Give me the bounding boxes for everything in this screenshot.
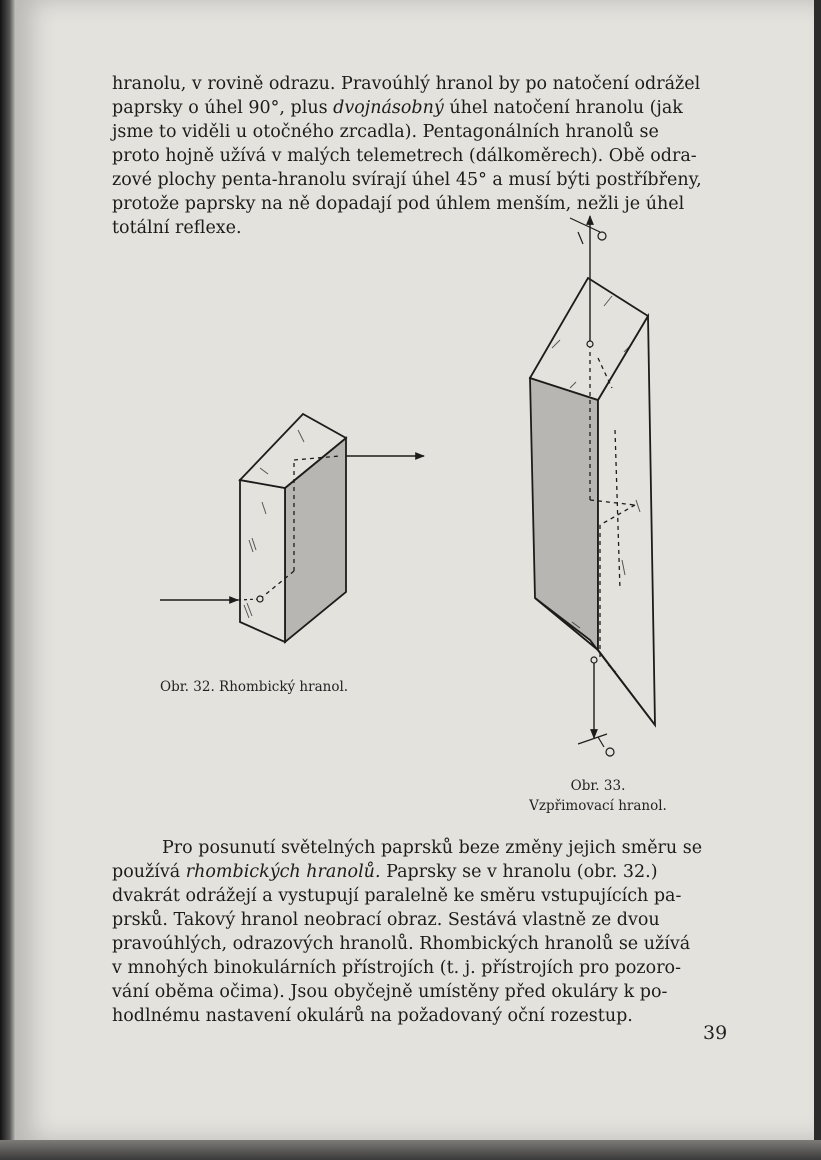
- text-line: jsme to viděli u otočného zrcadla). Pentagonálních hranolů se: [112, 122, 659, 142]
- text-line: Pro posunutí světelných paprsků beze změny jejich směru se: [162, 838, 703, 858]
- text-line: paprsky o úhel 90°, plus dvojnásobný úhel natočení hranolu (jak: [112, 98, 683, 118]
- figure32-caption: Obr. 32. Rhombický hranol.: [160, 679, 349, 695]
- text-line: hranolu, v rovině odrazu. Pravoúhlý hranol by po natočení odrážel: [112, 74, 701, 94]
- prism33-front-face: [530, 378, 598, 650]
- text-line: hodlnému nastavení okulárů na požadovaný oční rozestup.: [112, 1006, 633, 1026]
- text-line: v mnohých binokulárních přístrojích (t. j. přístrojích pro pozoro-: [112, 958, 682, 978]
- text-line: prsků. Takový hranol neobrací obraz. Sestává vlastně ze dvou: [112, 910, 660, 930]
- page-number: 39: [703, 1022, 728, 1044]
- text-line: zové plochy penta-hranolu svírají úhel 45° a musí býti postříbřeny,: [112, 170, 702, 190]
- bottom-orientation-symbol: [578, 734, 614, 756]
- text-line: pravoúhlých, odrazových hranolů. Rhombických hranolů se užívá: [112, 934, 691, 954]
- text-line: vání oběma očima). Jsou obyčejně umístěny před okuláry k po-: [112, 982, 668, 1002]
- figure33-caption-title: Vzpřimovací hranol.: [529, 798, 667, 814]
- text-line: protože paprsky na ně dopadají pod úhlem menším, nežli je úhel: [112, 194, 685, 214]
- text-line: dvakrát odrážejí a vystupují paralelně ke směru vstupujících pa-: [112, 886, 682, 906]
- rhombic-prism-figure: [160, 414, 424, 642]
- text-line: používá rhombických hranolů. Paprsky se v hranolu (obr. 32.): [112, 862, 658, 882]
- paragraph-bottom: [112, 836, 722, 1028]
- figure33-caption: [518, 776, 678, 816]
- text-line: proto hojně užívá v malých telemetrech (dálkoměrech). Obě odra-: [112, 146, 697, 166]
- figure33-caption-number: Obr. 33.: [570, 778, 626, 794]
- top-orientation-symbol: [570, 218, 606, 244]
- text-line: totální reflexe.: [112, 218, 242, 238]
- erecting-prism-figure: [530, 216, 655, 756]
